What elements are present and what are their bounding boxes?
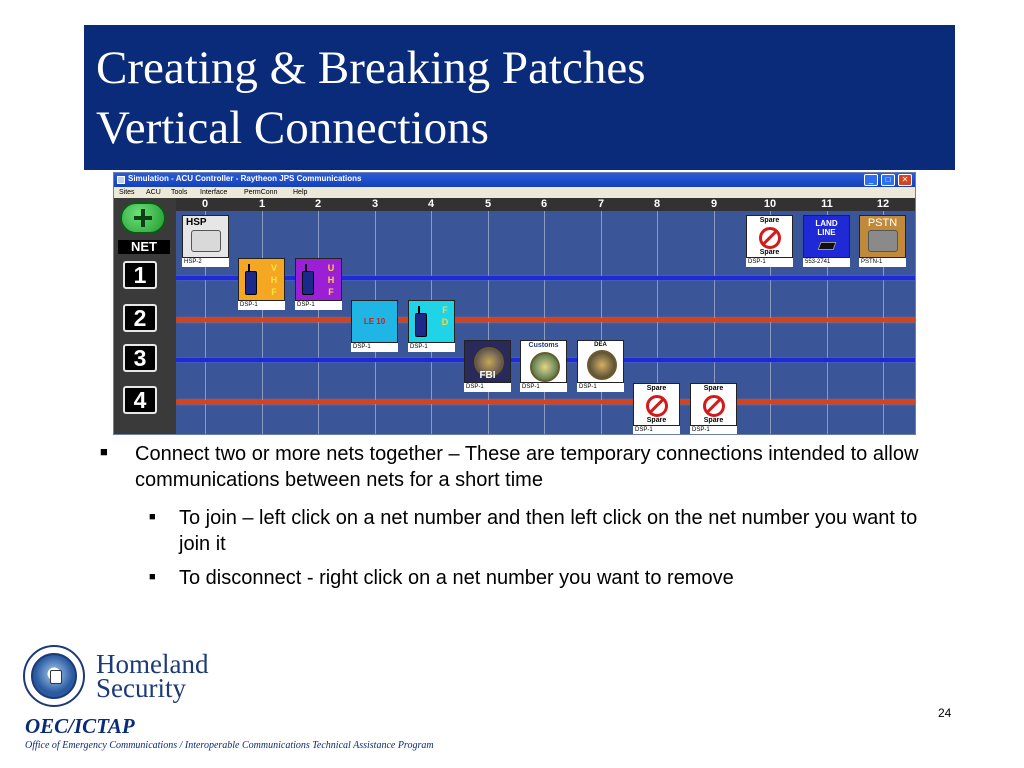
- tile-caption: DSP-1: [351, 343, 398, 352]
- menu-sites[interactable]: Sites: [119, 189, 135, 196]
- bullet-icon: ■: [149, 511, 156, 523]
- pstn-label: PSTN: [867, 217, 898, 229]
- org-name-line1: Homeland: [96, 649, 209, 679]
- resource-tile-fd[interactable]: [408, 300, 455, 352]
- tile-caption: DSP-1: [238, 301, 285, 310]
- slide-subtitle: Vertical Connections: [96, 102, 489, 154]
- app-icon: [117, 176, 125, 184]
- band-letter: F: [328, 287, 334, 297]
- band-letter: V: [270, 263, 277, 273]
- tile-caption: DSP-1: [464, 383, 511, 392]
- tile-caption: DSP-1: [577, 383, 624, 392]
- page-number: 24: [938, 706, 952, 720]
- resource-tile-le[interactable]: [351, 300, 398, 352]
- spare-label: Spare: [759, 217, 780, 224]
- resource-tile-uhf[interactable]: [295, 258, 342, 310]
- spare-label: Spare: [703, 385, 724, 392]
- bullet-sub-disconnect: To disconnect - right click on a net number you want to remove: [179, 567, 734, 589]
- column-number: 5: [484, 198, 492, 210]
- dhs-seal-logo: [23, 645, 85, 707]
- dea-label: DEA: [594, 342, 607, 348]
- band-letter: F: [442, 305, 448, 315]
- program-short-name: OEC/ICTAP: [25, 714, 135, 738]
- column-number: 9: [710, 198, 718, 210]
- band-letter: D: [441, 317, 449, 327]
- column-number: 3: [371, 198, 379, 210]
- menu-tools[interactable]: Tools: [171, 189, 188, 196]
- menu-help[interactable]: Help: [293, 189, 308, 196]
- customs-seal-icon: [530, 352, 560, 382]
- column-number: 10: [763, 198, 777, 210]
- dea-seal-icon: [587, 350, 617, 380]
- radio-icon: [302, 271, 314, 295]
- tile-caption: DSP-1: [295, 301, 342, 310]
- band-letter: F: [271, 287, 277, 297]
- unavailable-icon: [646, 395, 668, 417]
- tile-caption: 553-2741: [803, 258, 850, 267]
- resource-tile-dea[interactable]: [577, 340, 624, 392]
- spare-label: Spare: [759, 249, 780, 256]
- net-selector-panel: [114, 198, 176, 435]
- column-header: [176, 198, 916, 211]
- net-4-line: [176, 400, 916, 404]
- net-label: NET: [118, 240, 170, 254]
- hsp-label: HSP: [186, 217, 207, 228]
- spare-label: Spare: [703, 417, 724, 424]
- window-title: Simulation - ACU Controller - Raytheon JPS Communications: [128, 174, 362, 183]
- net-2-button[interactable]: 2: [123, 304, 157, 332]
- tile-caption: DSP-1: [746, 258, 793, 267]
- net-1-line: [176, 276, 916, 280]
- column-number: 12: [876, 198, 890, 210]
- resource-tile-fbi[interactable]: [464, 340, 511, 392]
- resource-tile-spare[interactable]: [690, 383, 737, 435]
- window-titlebar: [114, 173, 915, 187]
- spare-label: Spare: [646, 385, 667, 392]
- band-letter: H: [327, 275, 335, 285]
- bullet-icon: ■: [149, 571, 156, 583]
- org-name-line2: Security: [96, 673, 186, 703]
- minimize-button[interactable]: _: [864, 174, 878, 186]
- phone-icon: [818, 242, 837, 250]
- tile-caption: DSP-1: [690, 426, 737, 435]
- column-number: 2: [314, 198, 322, 210]
- tile-caption: PSTN-1: [859, 258, 906, 267]
- add-patch-button[interactable]: [120, 202, 166, 234]
- net-1-button[interactable]: 1: [123, 261, 157, 289]
- maximize-button[interactable]: □: [881, 174, 895, 186]
- band-letter: H: [270, 275, 278, 285]
- unavailable-icon: [703, 395, 725, 417]
- menu-bar: [114, 187, 915, 198]
- column-number: 1: [258, 198, 266, 210]
- phone-icon: [868, 230, 898, 252]
- customs-label: Customs: [528, 342, 559, 349]
- resource-tile-pstn[interactable]: [859, 215, 906, 267]
- resource-tile-spare[interactable]: [746, 215, 793, 267]
- band-letter: U: [327, 263, 335, 273]
- resource-tile-landline[interactable]: [803, 215, 850, 267]
- bullet-sub-join: To join – left click on a net number and then left click on the net number you want to join it: [179, 507, 918, 555]
- fbi-label: FBI: [479, 370, 496, 381]
- column-number: 0: [201, 198, 209, 210]
- slide-title: Creating & Breaking Patches: [96, 42, 646, 94]
- column-number: 8: [653, 198, 661, 210]
- uhf-label: [325, 262, 337, 298]
- column-number: 4: [427, 198, 435, 210]
- tile-caption: DSP-1: [520, 383, 567, 392]
- tile-caption: DSP-1: [408, 343, 455, 352]
- menu-acu[interactable]: ACU: [146, 189, 161, 196]
- radio-icon: [245, 271, 257, 295]
- close-button[interactable]: ✕: [898, 174, 912, 186]
- column-number: 11: [821, 198, 833, 210]
- patch-grid: [114, 198, 915, 435]
- slide-title-banner: [84, 25, 955, 170]
- resource-tile-hsp[interactable]: [182, 215, 229, 267]
- tile-caption: DSP-1: [633, 426, 680, 435]
- bullet-icon: ■: [100, 444, 108, 459]
- fd-label: [440, 304, 450, 328]
- eagle-icon: [50, 670, 62, 684]
- menu-interface[interactable]: Interface: [200, 189, 228, 196]
- landline-label: LAND LINE: [815, 219, 838, 237]
- net-4-button[interactable]: 4: [123, 386, 157, 414]
- vhf-label: [268, 262, 280, 298]
- net-3-button[interactable]: 3: [123, 344, 157, 372]
- spare-label: Spare: [646, 417, 667, 424]
- resource-tile-customs[interactable]: [520, 340, 567, 392]
- acu-controller-window: [113, 172, 916, 435]
- column-number: 7: [597, 198, 605, 210]
- resource-tile-vhf[interactable]: [238, 258, 285, 310]
- program-full-name: Office of Emergency Communications / Interoperable Communications Technical Assistance Program: [25, 740, 434, 751]
- bullet-main: Connect two or more nets together – These are temporary connections intended to allow communications between nets for a short time: [135, 443, 919, 491]
- radio-icon: [415, 313, 427, 337]
- resource-tile-spare[interactable]: [633, 383, 680, 435]
- unavailable-icon: [759, 227, 781, 249]
- tile-caption: HSP-2: [182, 258, 229, 267]
- column-number: 6: [540, 198, 548, 210]
- phone-icon: [191, 230, 221, 252]
- menu-permconn[interactable]: PermConn: [244, 189, 278, 196]
- net-2-line: [176, 318, 916, 322]
- le-label: LE 10: [363, 317, 386, 326]
